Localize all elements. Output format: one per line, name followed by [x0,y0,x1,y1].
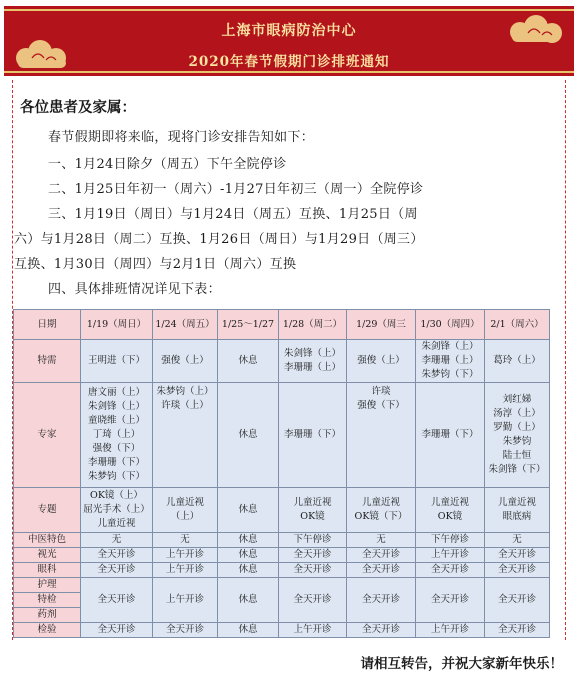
table-row-expert [14,383,550,488]
header-cell: 2/1（周六） [485,310,550,340]
right-dashed-border [565,80,566,640]
table-cell: 上午开诊 [153,563,218,578]
notice-item-3-line-3: 互换、1月30日（周四）与2月1日（周六）互换 [14,257,297,272]
table-cell: 全天开诊 [153,623,218,638]
schedule-table [13,309,550,638]
table-cell: 儿童近视 眼底病 [485,488,550,533]
table-cell: 葛玲（上） [485,340,550,383]
greeting: 各位患者及家属： [20,100,136,116]
table-cell: 上午开诊 [153,578,218,623]
row-label: 特需 [14,340,81,383]
header-cell: 1/30（周四） [416,310,485,340]
table-cell: 全天开诊 [81,578,153,623]
table-cell: 上午开诊 [416,548,485,563]
table-cell: 李珊珊（下） [279,383,347,488]
table-cell: 休息 [218,533,279,548]
table-header-row [14,310,550,340]
table-cell: 儿童近视 （上） [153,488,218,533]
row-label: 特检 [14,593,81,608]
table-cell: 许琰 强俊（下） [347,383,416,488]
table-row-topic [14,488,550,533]
table-cell: 强俊（上） [347,340,416,383]
notice-item-3-line-2: 六）与1月28日（周二）互换、1月26日（周日）与1月29日（周三） [14,232,424,247]
banner-title: 上海市眼病防治中心 [221,23,357,39]
table-row-lab [14,623,550,638]
table-cell: 无 [347,533,416,548]
table-cell: 上午开诊 [416,623,485,638]
table-cell: 朱剑锋（上） 李珊珊（上） [279,340,347,383]
banner-bottom-border [4,71,574,73]
table-cell: 全天开诊 [485,548,550,563]
header-banner [4,6,574,76]
banner-top-border [4,9,574,11]
row-label: 视光 [14,548,81,563]
header-cell: 1/25～1/27 [218,310,279,340]
table-cell: 全天开诊 [347,563,416,578]
row-label: 药剂 [14,608,81,623]
table-cell: 休息 [218,563,279,578]
table-cell: 休息 [218,383,279,488]
table-cell: 全天开诊 [279,578,347,623]
table-cell: 全天开诊 [347,623,416,638]
table-cell: 朱梦钧（上） 许琰（上） [153,383,218,488]
table-cell: 王明进（下） [81,340,153,383]
notice-item-2: 二、1月25日年初一（周六）-1月27日年初三（周一）全院停诊 [48,182,424,197]
table-cell: 全天开诊 [416,563,485,578]
table-cell: 全天开诊 [485,578,550,623]
header-cell-date: 日期 [14,310,81,340]
table-cell: 全天开诊 [81,623,153,638]
table-cell: 全天开诊 [485,563,550,578]
row-label: 护理 [14,578,81,593]
table-cell: 上午开诊 [279,623,347,638]
row-label: 专家 [14,383,81,488]
row-label: 检验 [14,623,81,638]
table-cell: 全天开诊 [279,548,347,563]
notice-item-1: 一、1月24日除夕（周五）下午全院停诊 [48,157,287,172]
table-cell: 无 [81,533,153,548]
table-row-optometry [14,548,550,563]
table-row-ophthalmology [14,563,550,578]
table-cell: 休息 [218,548,279,563]
closing-message: 请相互转告，并祝大家新年快乐！ [360,656,563,672]
table-row-nursing [14,578,550,593]
table-cell: 全天开诊 [416,578,485,623]
table-cell: 下午停诊 [416,533,485,548]
banner-subtitle: 2020年春节假期门诊排班通知 [188,54,390,70]
table-cell: 无 [153,533,218,548]
table-cell: 休息 [218,623,279,638]
row-label: 眼科 [14,563,81,578]
table-cell: 儿童近视 OK镜（下） [347,488,416,533]
table-cell: 全天开诊 [81,548,153,563]
table-cell: 全天开诊 [81,563,153,578]
table-cell: 儿童近视 OK镜 [416,488,485,533]
table-cell: 休息 [218,488,279,533]
table-row-tcm [14,533,550,548]
table-cell: 刘红娣 汤淳（上） 罗勤（上） 朱梦钧 陆士恒 朱剑锋（下） [485,383,550,488]
table-cell: 上午开诊 [153,548,218,563]
table-row-special [14,340,550,383]
table-cell: OK镜（上） 屈光手术（上） 儿童近视 [81,488,153,533]
table-cell: 全天开诊 [485,623,550,638]
notice-item-4: 四、具体排班情况详见下表： [48,282,221,297]
table-cell: 唐文丽（上） 朱剑锋（上） 童晓维（上） 丁琦（上） 强俊（下） 李珊珊（下） 朱梦钧（下） [81,383,153,488]
header-cell: 1/29（周三 [347,310,416,340]
table-cell: 儿童近视 OK镜 [279,488,347,533]
intro-paragraph: 春节假期即将来临，现将门诊安排告知如下： [48,130,315,145]
table-cell: 强俊（上） [153,340,218,383]
notice-item-3-line-1: 三、1月19日（周日）与1月24日（周五）互换、1月25日（周 [48,207,418,222]
table-cell: 无 [485,533,550,548]
table-cell: 全天开诊 [279,563,347,578]
table-cell: 下午停诊 [279,533,347,548]
header-cell: 1/24（周五） [153,310,218,340]
row-label: 中医特色 [14,533,81,548]
table-cell: 全天开诊 [347,548,416,563]
header-cell: 1/28（周二） [279,310,347,340]
table-cell: 李珊珊（下） [416,383,485,488]
row-label: 专题 [14,488,81,533]
table-cell: 休息 [218,578,279,623]
table-cell: 休息 [218,340,279,383]
table-cell: 全天开诊 [347,578,416,623]
header-cell: 1/19（周日） [81,310,153,340]
table-cell: 朱剑锋（上） 李珊珊（上） 朱梦钧（下） [416,340,485,383]
